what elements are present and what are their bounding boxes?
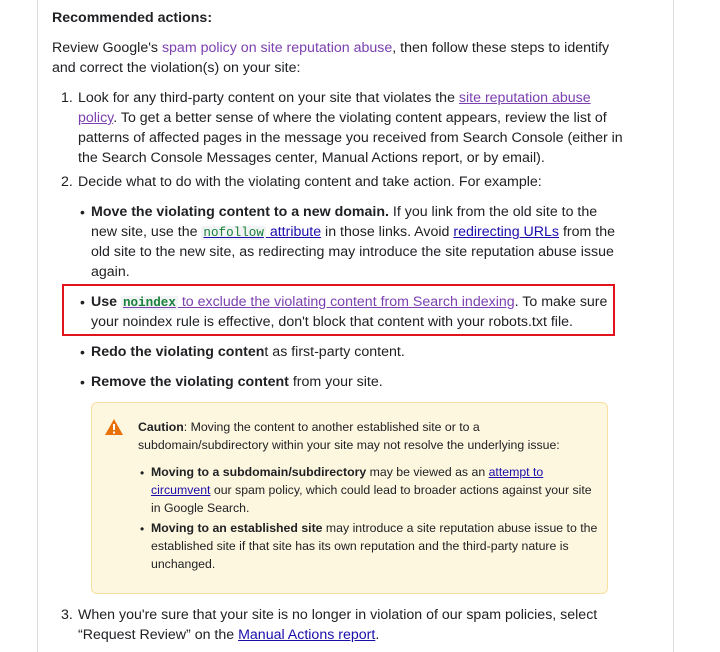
circumvent-link[interactable]: circumvent — [151, 483, 211, 497]
caution-item-1-text-2: our spam policy, which could lead to broader actions against your site — [210, 483, 592, 497]
caution-item-1-text: may be viewed as an — [366, 465, 489, 479]
step-1-text-cont: . To get a better sense of where the violating content appears, review the list of — [113, 110, 607, 126]
attempt-to-circumvent-link[interactable]: attempt to — [488, 465, 544, 479]
manual-actions-report-link[interactable]: Manual Actions report — [238, 627, 376, 643]
bullet-dot: • — [80, 294, 85, 310]
caution-item-1-bold: Moving to a subdomain/subdirectory — [151, 465, 367, 479]
bullet-1-line-3: old site to the new site, as redirecting may introduce the site reputation abuse issue — [91, 244, 614, 260]
bullet-2-line-2: your noindex rule is effective, don't block that content with your robots.txt file. — [91, 314, 573, 330]
content-right-border — [673, 0, 674, 652]
bullet-1-text-3: in those links. Avoid — [321, 224, 454, 240]
caution-item-2-text: may introduce a site reputation abuse issue to the — [322, 521, 598, 535]
caution-item-2-line-1 — [151, 519, 597, 537]
intro-text-cont: , then follow these steps to identify — [392, 40, 610, 56]
step-1-line-1 — [78, 88, 591, 108]
bullet-4 — [91, 372, 383, 392]
step-1-number: 1. — [61, 90, 73, 106]
bullet-1-text: If you link from the old site to the — [388, 204, 598, 220]
intro-line-1 — [52, 38, 609, 58]
caution-item-2-bold: Moving to an established site — [151, 521, 323, 535]
caution-text: : Moving the content to another established site or to a — [183, 420, 480, 434]
noindex-code: noindex — [122, 296, 176, 310]
redirecting-urls-link[interactable]: redirecting URLs — [453, 224, 560, 240]
bullet-3 — [91, 342, 405, 362]
step-3-line-2 — [78, 625, 379, 645]
step-1-line-3: patterns of affected pages in the message you received from Search Console (either in — [78, 130, 623, 146]
bullet-dot: • — [80, 204, 85, 220]
nofollow-attribute-link[interactable] — [201, 224, 321, 240]
bullet-2-text: . To make sure — [514, 294, 608, 310]
step-3-text: “Request Review” on the — [78, 627, 239, 643]
step-3-number: 3. — [61, 607, 73, 623]
bullet-4-text: from your site. — [288, 374, 383, 390]
bullet-4-bold: Remove the violating content — [91, 374, 289, 390]
bullet-dot: • — [140, 522, 145, 536]
warning-triangle-icon — [104, 418, 124, 436]
caution-line-2: subdomain/subdirectory within your site may not resolve the underlying issue: — [138, 438, 560, 452]
bullet-1-line-2 — [91, 222, 615, 243]
bullet-3-text: t as first-party content. — [264, 344, 405, 360]
intro-line-2: and correct the violation(s) on your site: — [52, 60, 301, 76]
step-3-line-1: When you're sure that your site is no longer in violation of our spam policies, select — [78, 607, 598, 623]
bullet-1-line-4: again. — [91, 264, 130, 280]
noindex-link-text: to exclude the violating content from Search indexing — [177, 294, 515, 310]
bullet-1-text-2: new site, use the — [91, 224, 202, 240]
step-1-text: Look for any third-party content on your site that violates the — [78, 90, 459, 106]
bullet-dot: • — [80, 344, 85, 360]
caution-item-2-line-3: unchanged. — [151, 557, 216, 571]
bullet-2-bold: Use — [91, 294, 121, 310]
bullet-1-bold: Move the violating content to a new domain. — [91, 204, 389, 220]
nofollow-code: nofollow — [203, 226, 264, 240]
step-2-text: Decide what to do with the violating content and take action. For example: — [78, 174, 542, 190]
spam-policy-link[interactable]: spam policy on site reputation abuse — [161, 40, 393, 56]
caution-item-1-line-2 — [151, 481, 592, 499]
content-left-border — [37, 0, 38, 652]
step-2-number: 2. — [61, 174, 73, 190]
step-1-line-2 — [78, 108, 607, 128]
caution-item-1-line-3: in Google Search. — [151, 501, 250, 515]
attribute-link-text: attribute — [265, 224, 322, 240]
step-3-period: . — [375, 627, 380, 643]
bullet-1-line-1 — [91, 202, 597, 222]
noindex-link[interactable] — [121, 294, 515, 310]
intro-text: Review Google's — [52, 40, 162, 56]
bullet-dot: • — [80, 374, 85, 390]
bullet-dot: • — [140, 466, 145, 480]
bullet-1-text-4: from the — [559, 224, 615, 240]
policy-link[interactable]: policy — [78, 110, 114, 126]
bullet-2-line-1 — [91, 292, 607, 313]
bullet-3-bold: Redo the violating conten — [91, 344, 265, 360]
site-reputation-abuse-link[interactable]: site reputation abuse — [458, 90, 591, 106]
caution-item-1-line-1 — [151, 463, 543, 481]
caution-label: Caution — [138, 420, 184, 434]
step-1-line-4: the Search Console Messages center, Manual Actions report, or by email). — [78, 150, 545, 166]
caution-line-1 — [138, 418, 480, 436]
section-heading: Recommended actions: — [52, 10, 213, 26]
caution-item-2-line-2: established site if that site has its own reputation and the third-party nature is — [151, 539, 569, 553]
